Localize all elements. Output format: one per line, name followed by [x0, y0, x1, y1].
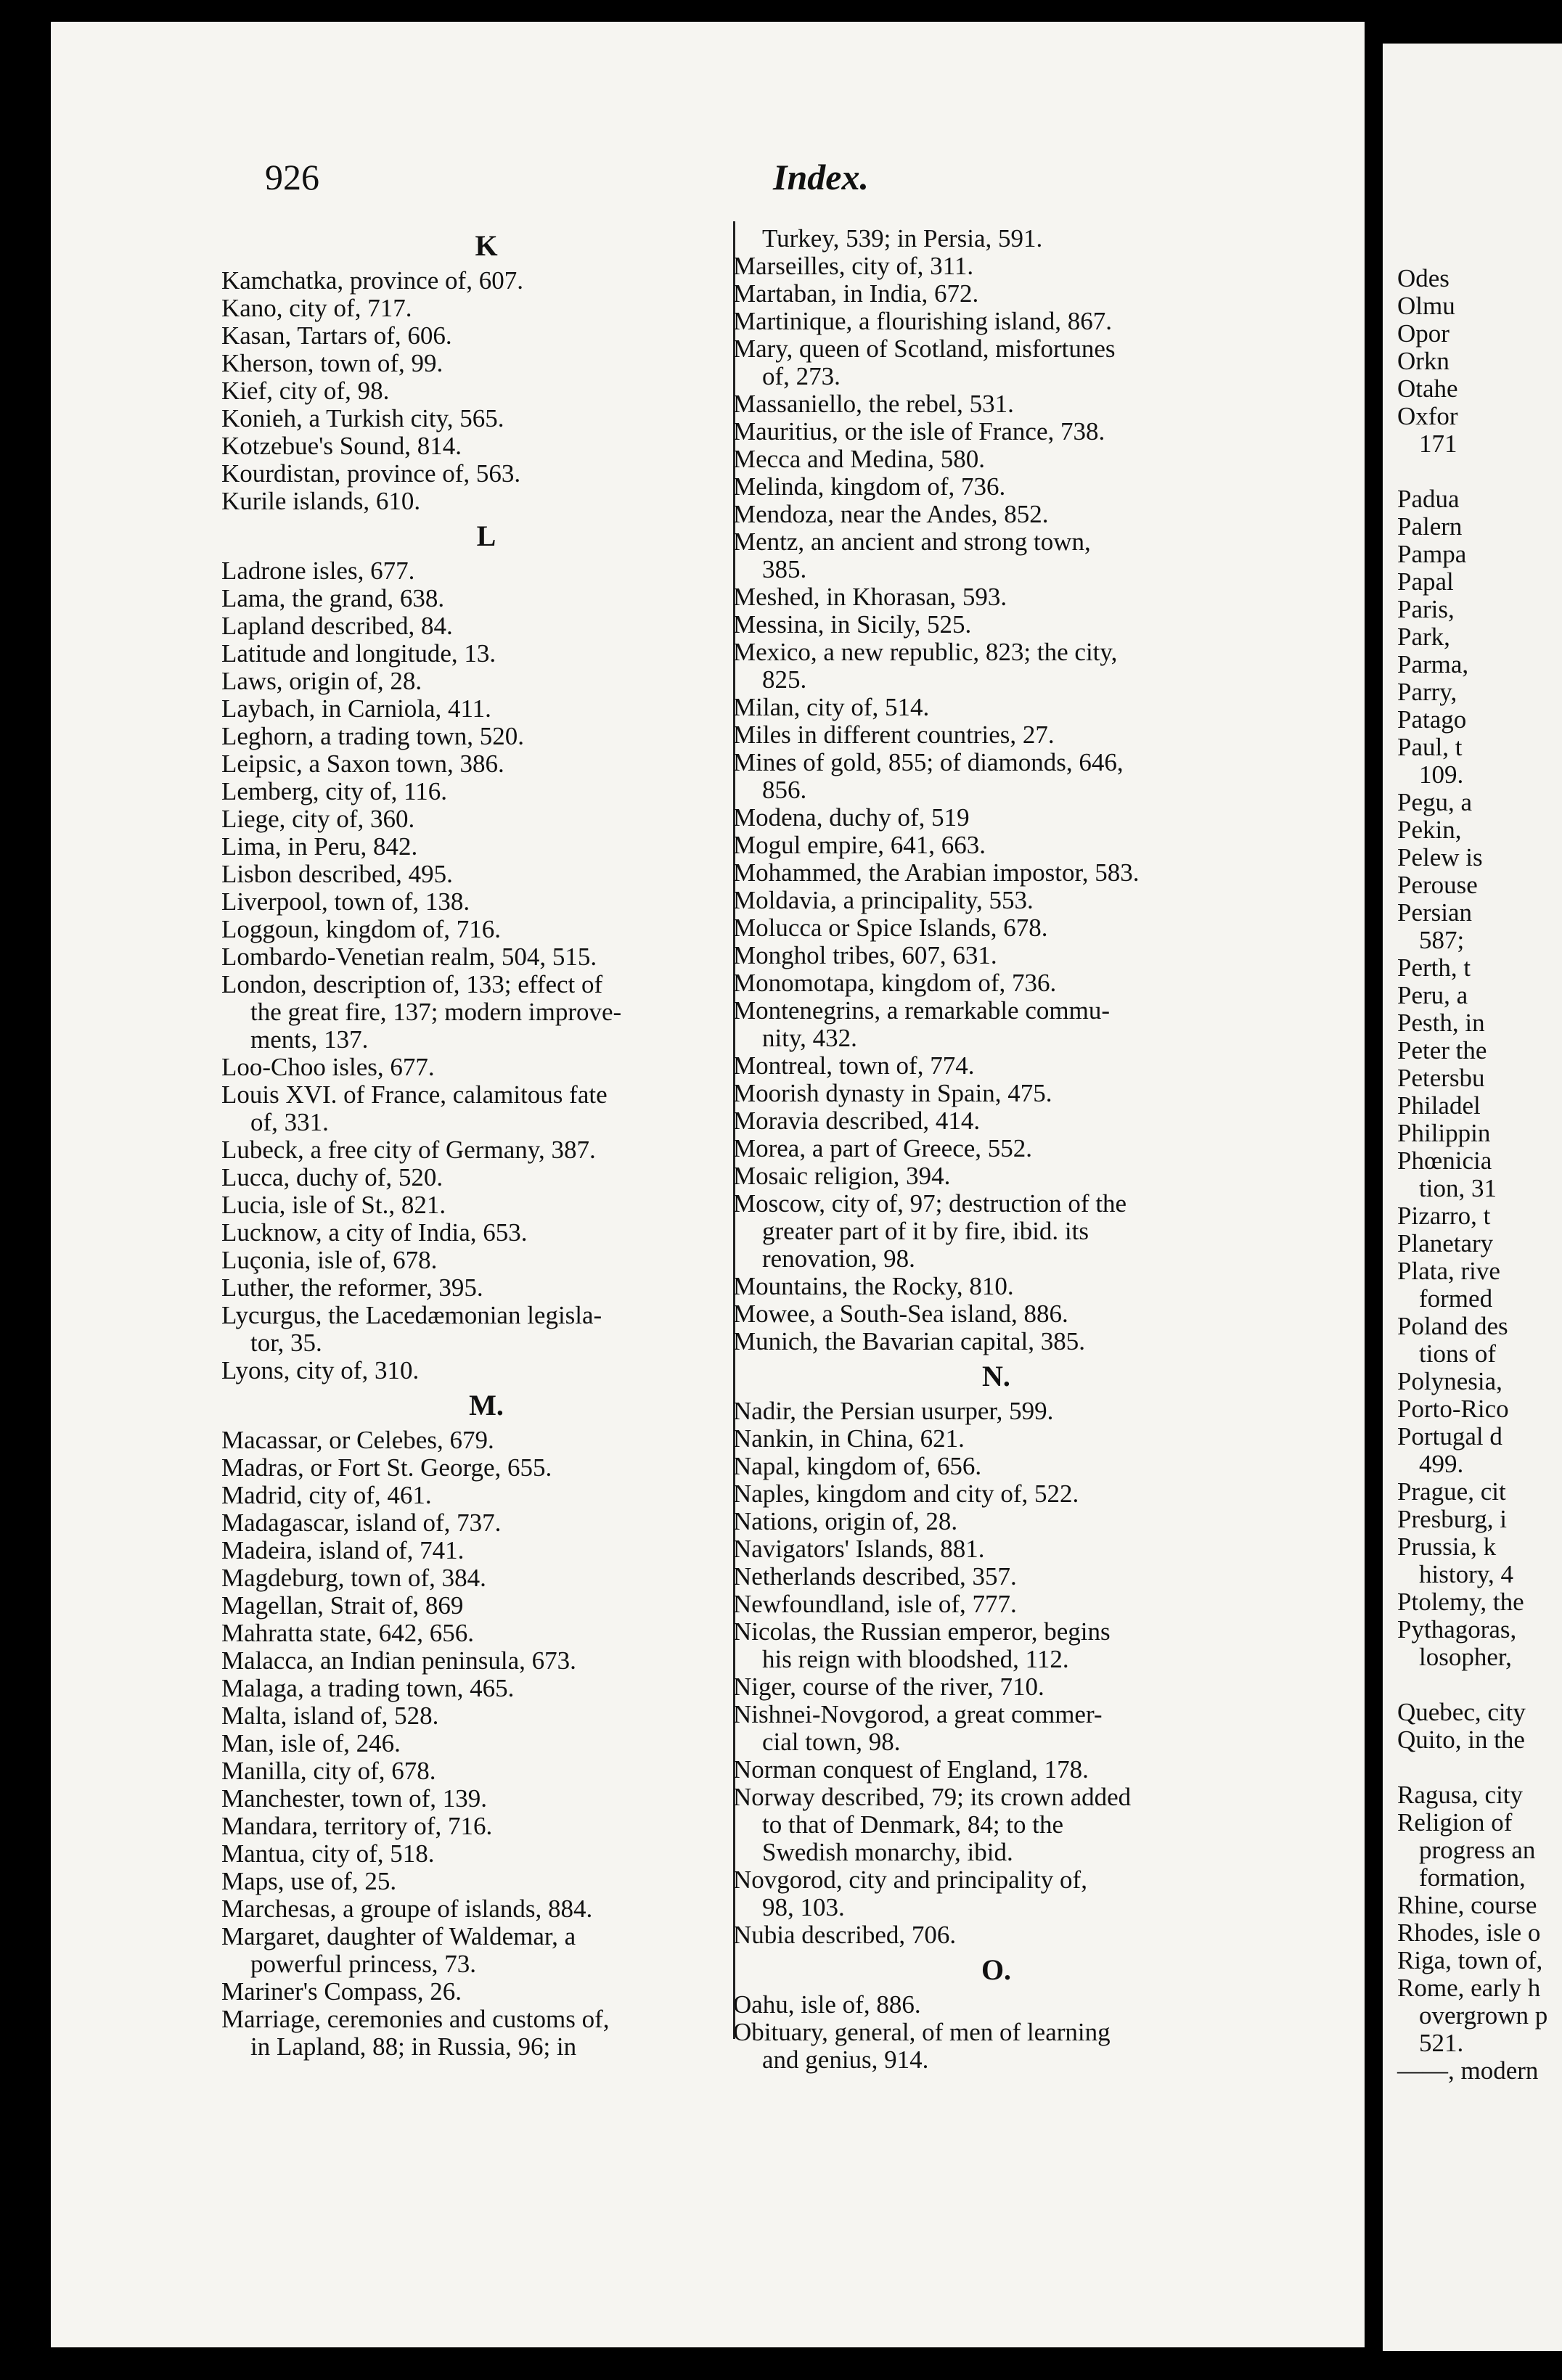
- index-entry-fragment: 521.: [1419, 2029, 1464, 2057]
- index-entry-fragment: Pekin,: [1397, 816, 1462, 844]
- index-entry: Kurile islands, 610.: [221, 487, 421, 515]
- index-entry-continuation: in Lapland, 88; in Russia, 96; in: [250, 2032, 577, 2061]
- index-entry-continuation: nity, 432.: [762, 1024, 857, 1052]
- index-entry: Laws, origin of, 28.: [221, 667, 422, 695]
- index-entry: Laybach, in Carniola, 411.: [221, 694, 491, 723]
- index-entry-fragment: Padua: [1397, 485, 1460, 513]
- index-entry-fragment: Opor: [1397, 319, 1449, 348]
- index-entry: Oahu, isle of, 886.: [733, 1990, 921, 2019]
- index-entry-fragment: Odes: [1397, 264, 1449, 292]
- index-entry: Monomotapa, kingdom of, 736.: [733, 969, 1057, 997]
- index-entry: Navigators' Islands, 881.: [733, 1535, 985, 1563]
- index-entry-fragment: Porto-Rico: [1397, 1395, 1509, 1423]
- index-entry-fragment: Prussia, k: [1397, 1532, 1497, 1561]
- index-entry-fragment: 587;: [1419, 926, 1465, 954]
- index-entry: Mines of gold, 855; of diamonds, 646,: [733, 748, 1124, 776]
- index-entry: Madrid, city of, 461.: [221, 1481, 432, 1509]
- index-entry: Munich, the Bavarian capital, 385.: [733, 1327, 1085, 1355]
- index-entry: Lama, the grand, 638.: [221, 584, 445, 612]
- index-entry-fragment: 171: [1419, 430, 1457, 458]
- index-entry: Maps, use of, 25.: [221, 1867, 397, 1895]
- index-entry-fragment: formed: [1419, 1284, 1493, 1313]
- index-entry-fragment: Otahe: [1397, 374, 1458, 403]
- index-entry: Margaret, daughter of Waldemar, a: [221, 1922, 576, 1950]
- index-entry-fragment: Pythagoras,: [1397, 1615, 1517, 1644]
- index-entry: Mosaic religion, 394.: [733, 1162, 951, 1190]
- index-entry-fragment: Peter the: [1397, 1036, 1487, 1064]
- index-entry-fragment: Pelew is: [1397, 843, 1483, 871]
- index-entry: Manchester, town of, 139.: [221, 1784, 488, 1813]
- index-entry: Kherson, town of, 99.: [221, 349, 443, 377]
- index-entry: Marseilles, city of, 311.: [733, 252, 974, 280]
- index-entry: Marchesas, a groupe of islands, 884.: [221, 1895, 593, 1923]
- index-entry: Loo-Choo isles, 677.: [221, 1053, 435, 1081]
- index-entry: Macassar, or Celebes, 679.: [221, 1426, 494, 1454]
- index-entry: Kief, city of, 98.: [221, 377, 390, 405]
- index-entry-continuation: the great fire, 137; modern improve-: [250, 998, 622, 1026]
- spacer: [1397, 1671, 1547, 1699]
- index-entry-fragment: Pampa: [1397, 540, 1467, 568]
- index-entry-fragment: Planetary: [1397, 1229, 1494, 1257]
- index-entry: Kasan, Tartars of, 606.: [221, 321, 452, 350]
- index-entry: Madagascar, island of, 737.: [221, 1509, 502, 1537]
- index-entry-fragment: Patago: [1397, 705, 1467, 734]
- index-entry: Mary, queen of Scotland, misfortunes: [733, 335, 1116, 363]
- index-entry-fragment: Polynesia,: [1397, 1367, 1502, 1395]
- index-entry: Lemberg, city of, 116.: [221, 777, 448, 805]
- index-entry-fragment: Pesth, in: [1397, 1009, 1485, 1037]
- index-entry: Norman conquest of England, 178.: [733, 1755, 1089, 1784]
- index-entry-fragment: Perouse: [1397, 871, 1478, 899]
- index-entry: Lubeck, a free city of Germany, 387.: [221, 1136, 596, 1164]
- index-entry-fragment: Prague, cit: [1397, 1477, 1506, 1506]
- index-entry: Lucca, duchy of, 520.: [221, 1163, 443, 1191]
- index-entry: Martaban, in India, 672.: [733, 279, 979, 308]
- index-entry: Lombardo-Venetian realm, 504, 515.: [221, 943, 597, 971]
- index-entry-continuation: to that of Denmark, 84; to the: [762, 1810, 1064, 1839]
- index-entry: Magdeburg, town of, 384.: [221, 1564, 486, 1592]
- index-column-left: [221, 225, 751, 2061]
- index-entry: Nicolas, the Russian emperor, begins: [733, 1617, 1111, 1646]
- index-entry: Mariner's Compass, 26.: [221, 1977, 462, 2006]
- index-entry-fragment: Ptolemy, the: [1397, 1588, 1524, 1616]
- index-entry-continuation: greater part of it by fire, ibid. its: [762, 1217, 1089, 1245]
- index-entry-fragment: Pizarro, t: [1397, 1202, 1491, 1230]
- index-entry: Madeira, island of, 741.: [221, 1536, 465, 1564]
- index-entry: Leipsic, a Saxon town, 386.: [221, 750, 504, 778]
- index-entry: Meshed, in Khorasan, 593.: [733, 583, 1007, 611]
- index-entry: Miles in different countries, 27.: [733, 721, 1055, 749]
- index-entry-fragment: Portugal d: [1397, 1422, 1502, 1450]
- index-entry-continuation: Turkey, 539; in Persia, 591.: [762, 224, 1043, 253]
- index-entry: Lisbon described, 495.: [221, 860, 453, 888]
- index-entry: Moorish dynasty in Spain, 475.: [733, 1079, 1052, 1107]
- index-entry-continuation: of, 331.: [250, 1108, 329, 1136]
- index-entry: Montreal, town of, 774.: [733, 1051, 975, 1080]
- index-entry: Moldavia, a principality, 553.: [733, 886, 1034, 914]
- index-entry: Ladrone isles, 677.: [221, 557, 415, 585]
- index-entry-fragment: Rome, early h: [1397, 1974, 1541, 2002]
- index-entry-fragment: Poland des: [1397, 1312, 1508, 1340]
- index-entry-fragment: Rhine, course: [1397, 1891, 1537, 1919]
- index-entry: Mogul empire, 641, 663.: [733, 831, 986, 859]
- index-entry-fragment: Oxfor: [1397, 402, 1458, 430]
- index-entry: Moravia described, 414.: [733, 1107, 981, 1135]
- index-entry: Man, isle of, 246.: [221, 1729, 401, 1757]
- section-letter: N.: [982, 1360, 1010, 1392]
- index-entry: Mentz, an ancient and strong town,: [733, 528, 1091, 556]
- index-entry-fragment: Pegu, a: [1397, 788, 1473, 816]
- index-entry: Malaga, a trading town, 465.: [221, 1674, 515, 1702]
- index-entry-continuation: tor, 35.: [250, 1329, 322, 1357]
- index-entry-fragment: Quebec, city: [1397, 1698, 1526, 1726]
- index-entry: Obituary, general, of men of learning: [733, 2018, 1111, 2046]
- index-entry: Newfoundland, isle of, 777.: [733, 1590, 1017, 1618]
- index-entry-fragment: progress an: [1419, 1836, 1536, 1864]
- index-entry: Massaniello, the rebel, 531.: [733, 390, 1014, 418]
- index-column-right-fragment: [1397, 265, 1547, 2085]
- index-entry-fragment: Perth, t: [1397, 953, 1471, 982]
- index-entry-fragment: 499.: [1419, 1450, 1464, 1478]
- index-entry: Lucknow, a city of India, 653.: [221, 1218, 528, 1247]
- index-entry-fragment: Presburg, i: [1397, 1505, 1508, 1533]
- spacer: [1397, 1754, 1547, 1781]
- index-entry: Norway described, 79; its crown added: [733, 1783, 1132, 1811]
- index-entry: Mexico, a new republic, 823; the city,: [733, 638, 1118, 666]
- index-entry-continuation: cial town, 98.: [762, 1728, 901, 1756]
- index-entry: Latitude and longitude, 13.: [221, 639, 496, 668]
- index-entry: Messina, in Sicily, 525.: [733, 610, 972, 639]
- index-entry-fragment: Rhodes, isle o: [1397, 1919, 1541, 1947]
- index-entry-fragment: formation,: [1419, 1863, 1526, 1892]
- index-entry: Mowee, a South-Sea island, 886.: [733, 1300, 1068, 1328]
- index-entry-continuation: powerful princess, 73.: [250, 1950, 477, 1978]
- index-entry-fragment: Plata, rive: [1397, 1257, 1500, 1285]
- index-entry-continuation: 98, 103.: [762, 1893, 845, 1921]
- index-entry-continuation: 385.: [762, 555, 807, 583]
- index-entry-fragment: Parry,: [1397, 678, 1457, 706]
- index-entry: Malacca, an Indian peninsula, 673.: [221, 1646, 576, 1675]
- index-entry: Mountains, the Rocky, 810.: [733, 1272, 1014, 1300]
- index-entry: Madras, or Fort St. George, 655.: [221, 1453, 552, 1482]
- section-letter: L: [476, 520, 496, 552]
- index-entry: Lima, in Peru, 842.: [221, 832, 418, 861]
- index-entry-fragment: history, 4: [1419, 1560, 1513, 1588]
- index-entry-fragment: Orkn: [1397, 347, 1449, 375]
- index-entry: Mahratta state, 642, 656.: [221, 1619, 474, 1647]
- index-entry: Kano, city of, 717.: [221, 294, 412, 322]
- index-entry: Napal, kingdom of, 656.: [733, 1452, 982, 1480]
- index-entry-fragment: losopher,: [1419, 1643, 1512, 1671]
- index-entry-continuation: and genius, 914.: [762, 2045, 929, 2074]
- index-entry-fragment: Phœnicia: [1397, 1146, 1492, 1175]
- index-entry: Mantua, city of, 518.: [221, 1839, 435, 1868]
- index-entry: Mecca and Medina, 580.: [733, 445, 985, 473]
- index-entry-fragment: Philippin: [1397, 1119, 1491, 1147]
- index-entry: Lyons, city of, 310.: [221, 1356, 420, 1384]
- index-entry: London, description of, 133; effect of: [221, 970, 603, 998]
- index-entry-fragment: Peru, a: [1397, 981, 1468, 1009]
- index-entry: Malta, island of, 528.: [221, 1702, 439, 1730]
- index-entry-fragment: Paris,: [1397, 595, 1455, 623]
- index-entry: Luther, the reformer, 395.: [221, 1273, 483, 1302]
- index-entry-fragment: Olmu: [1397, 292, 1455, 320]
- index-entry-fragment: Palern: [1397, 512, 1463, 541]
- index-entry: Louis XVI. of France, calamitous fate: [221, 1080, 608, 1109]
- index-entry: Lycurgus, the Lacedæmonian legisla-: [221, 1301, 602, 1329]
- index-entry-fragment: ——, modern: [1397, 2056, 1539, 2085]
- index-entry: Magellan, Strait of, 869: [221, 1591, 464, 1620]
- index-entry: Leghorn, a trading town, 520.: [221, 722, 524, 750]
- index-entry-fragment: Religion of: [1397, 1808, 1513, 1837]
- section-letter: O.: [981, 1953, 1012, 1986]
- index-entry-fragment: Persian: [1397, 898, 1473, 927]
- index-entry: Liege, city of, 360.: [221, 805, 415, 833]
- index-entry: Naples, kingdom and city of, 522.: [733, 1480, 1079, 1508]
- index-entry-fragment: 109.: [1419, 760, 1464, 789]
- index-entry: Monghol tribes, 607, 631.: [733, 941, 997, 969]
- index-entry: Nations, origin of, 28.: [733, 1507, 958, 1535]
- index-entry-fragment: tion, 31: [1419, 1174, 1497, 1202]
- section-letter: M.: [469, 1389, 504, 1421]
- spacer: [1397, 458, 1547, 485]
- index-entry-continuation: of, 273.: [762, 362, 841, 390]
- page-number: 926: [265, 157, 319, 197]
- index-entry-continuation: ments, 137.: [250, 1025, 369, 1054]
- index-entry: Milan, city of, 514.: [733, 693, 930, 721]
- index-entry-continuation: 825.: [762, 665, 807, 694]
- index-entry: Moscow, city of, 97; destruction of the: [733, 1189, 1127, 1218]
- index-entry: Nankin, in China, 621.: [733, 1424, 965, 1453]
- index-entry: Novgorod, city and principality of,: [733, 1866, 1087, 1894]
- index-entry-fragment: Park,: [1397, 623, 1450, 651]
- index-entry: Mandara, territory of, 716.: [221, 1812, 493, 1840]
- index-entry: Kourdistan, province of, 563.: [221, 459, 521, 488]
- index-entry-fragment: Riga, town of,: [1397, 1946, 1543, 1974]
- index-entry: Mauritius, or the isle of France, 738.: [733, 417, 1105, 446]
- index-entry: Nadir, the Persian usurper, 599.: [733, 1397, 1054, 1425]
- index-entry: Nishnei-Novgorod, a great commer-: [733, 1700, 1103, 1728]
- index-entry-fragment: overgrown p: [1419, 2001, 1548, 2030]
- index-entry-fragment: Petersbu: [1397, 1064, 1485, 1092]
- index-entry-continuation: renovation, 98.: [762, 1244, 915, 1273]
- index-entry: Molucca or Spice Islands, 678.: [733, 914, 1048, 942]
- index-entry: Konieh, a Turkish city, 565.: [221, 404, 504, 432]
- index-entry: Luçonia, isle of, 678.: [221, 1246, 438, 1274]
- index-entry: Marriage, ceremonies and customs of,: [221, 2005, 610, 2033]
- index-entry-fragment: Ragusa, city: [1397, 1781, 1524, 1809]
- index-entry-fragment: Philadel: [1397, 1091, 1481, 1120]
- index-entry: Melinda, kingdom of, 736.: [733, 472, 1006, 501]
- index-entry: Morea, a part of Greece, 552.: [733, 1134, 1033, 1162]
- index-entry-fragment: Papal: [1397, 567, 1454, 596]
- index-entry: Lucia, isle of St., 821.: [221, 1191, 446, 1219]
- index-entry: Martinique, a flourishing island, 867.: [733, 307, 1113, 335]
- index-entry: Niger, course of the river, 710.: [733, 1673, 1044, 1701]
- index-entry: Modena, duchy of, 519: [733, 803, 970, 832]
- section-letter: K: [475, 229, 498, 262]
- index-entry: Mendoza, near the Andes, 852.: [733, 500, 1049, 528]
- index-entry-continuation: Swedish monarchy, ibid.: [762, 1838, 1013, 1866]
- facing-page-fragment: [1383, 44, 1562, 2351]
- index-entry: Loggoun, kingdom of, 716.: [221, 915, 501, 943]
- index-entry: Manilla, city of, 678.: [221, 1757, 436, 1785]
- index-entry-fragment: Quito, in the: [1397, 1726, 1525, 1754]
- page-title: Index.: [773, 157, 869, 197]
- index-entry: Netherlands described, 357.: [733, 1562, 1017, 1591]
- index-entry: Kamchatka, province of, 607.: [221, 266, 523, 295]
- index-entry: Nubia described, 706.: [733, 1921, 957, 1949]
- index-entry: Lapland described, 84.: [221, 612, 453, 640]
- index-entry-fragment: Paul, t: [1397, 733, 1463, 761]
- book-gutter: [1365, 0, 1383, 2380]
- index-entry: Montenegrins, a remarkable commu-: [733, 996, 1110, 1025]
- index-entry-continuation: 856.: [762, 776, 807, 804]
- index-entry: Mohammed, the Arabian impostor, 583.: [733, 858, 1140, 887]
- index-entry-continuation: his reign with bloodshed, 112.: [762, 1645, 1069, 1673]
- index-entry: Kotzebue's Sound, 814.: [221, 432, 462, 460]
- index-column-middle: [733, 225, 1259, 2074]
- index-entry-fragment: tions of: [1419, 1339, 1496, 1368]
- index-entry: Liverpool, town of, 138.: [221, 887, 470, 916]
- index-entry-fragment: Parma,: [1397, 650, 1469, 678]
